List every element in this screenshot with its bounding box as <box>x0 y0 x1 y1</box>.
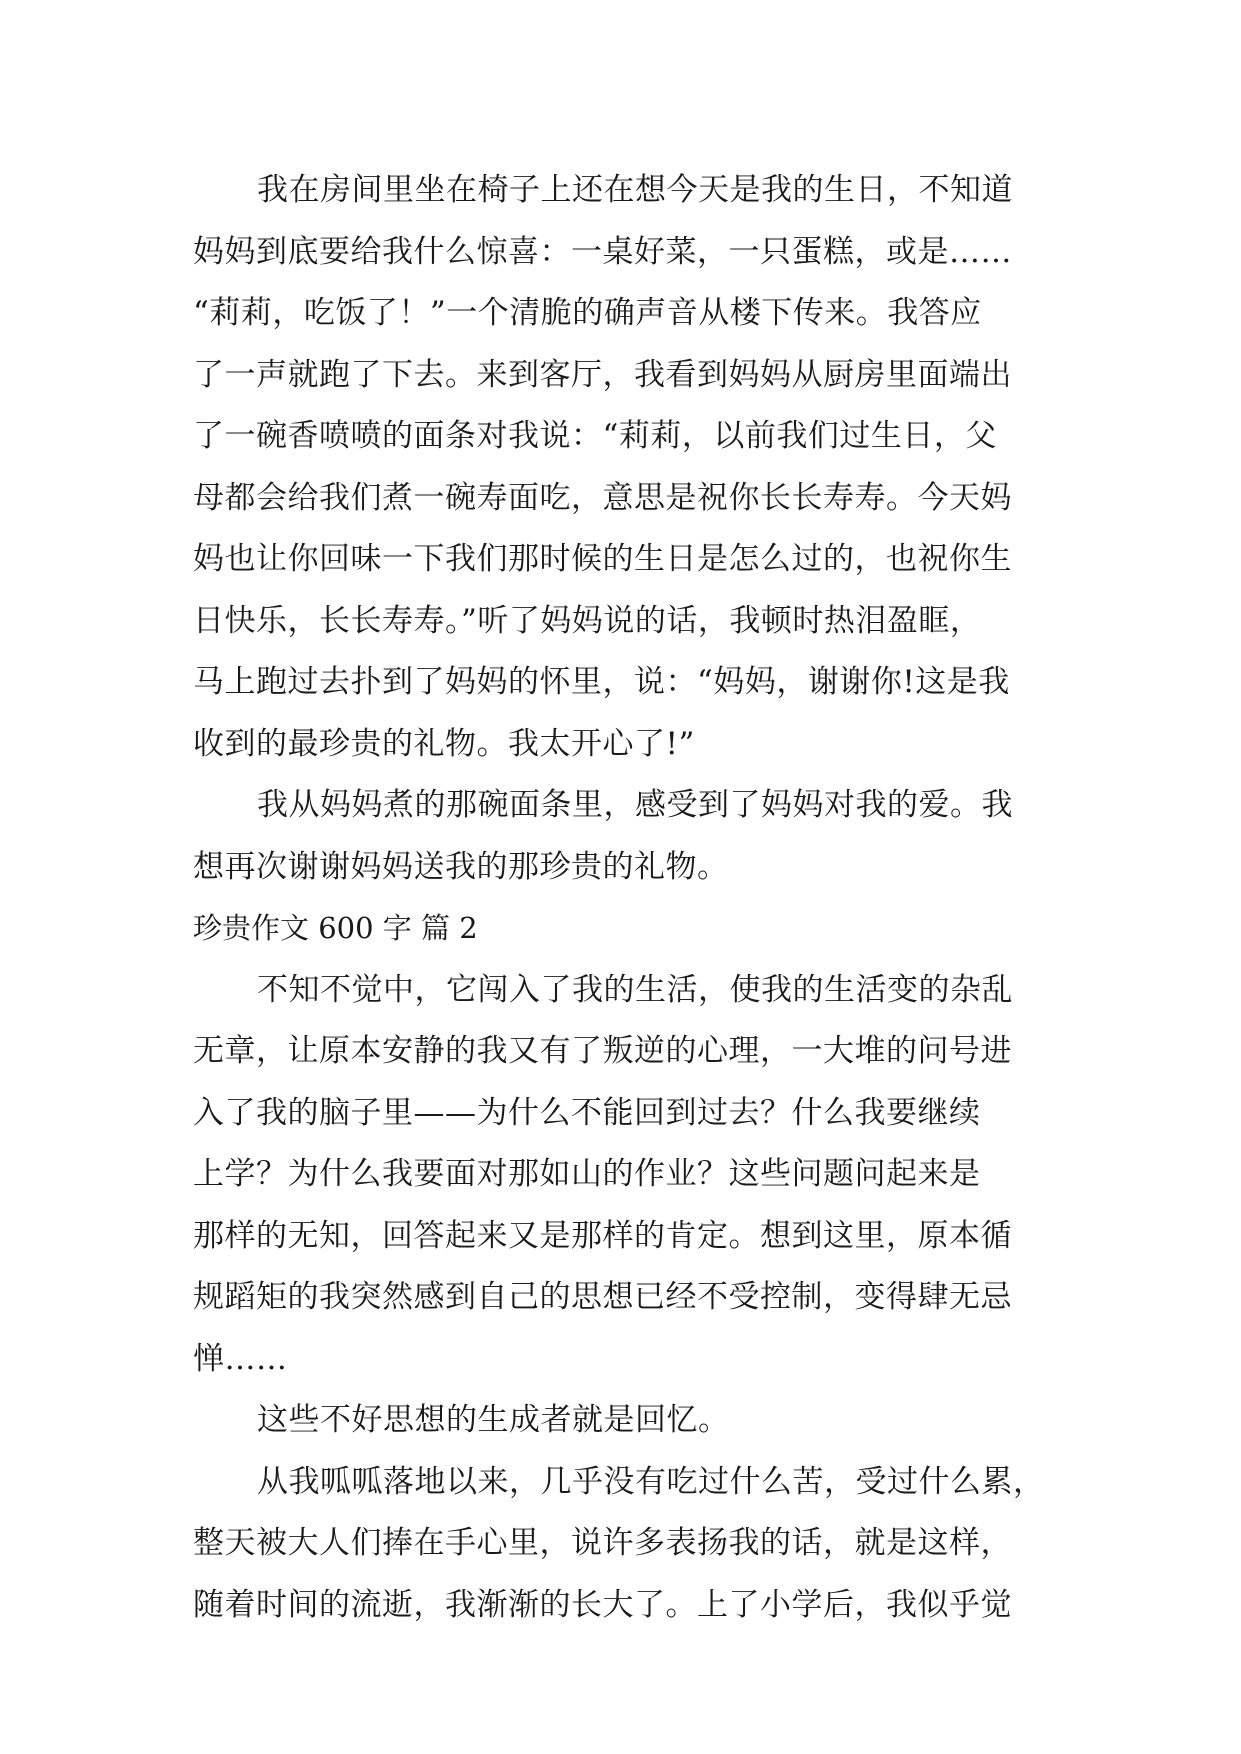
paragraph-line: 了一声就跑了下去。来到客厅，我看到妈妈从厨房里面端出 <box>193 356 1012 393</box>
paragraph-line: 收到的最珍贵的礼物。我太开心了!” <box>193 725 695 762</box>
paragraph-line: 那样的无知，回答起来又是那样的肯定。想到这里，原本循 <box>193 1217 1012 1254</box>
paragraph-line: 从我呱呱落地以来，几乎没有吃过什么苦，受过什么累， <box>257 1463 1045 1500</box>
paragraph-line: 规蹈矩的我突然感到自己的思想已经不受控制，变得肆无忌 <box>193 1279 1012 1315</box>
paragraph-line: 妈也让你回味一下我们那时候的生日是怎么过的，也祝你生 <box>193 541 1012 577</box>
paragraph-line: 无章，让原本安静的我又有了叛逆的心理，一大堆的问号进 <box>193 1033 1012 1069</box>
paragraph-line: 我从妈妈煮的那碗面条里，感受到了妈妈对我的爱。我 <box>257 787 1013 823</box>
paragraph-line: 想再次谢谢妈妈送我的那珍贵的礼物。 <box>193 848 729 885</box>
paragraph-line: 入了我的脑子里——为什么不能回到过去？什么我要继续 <box>193 1094 981 1131</box>
section-heading: 珍贵作文 600 字 篇 2 <box>193 911 478 945</box>
essay-text <box>193 160 1053 1636</box>
paragraph-line: 随着时间的流逝，我渐渐的长大了。上了小学后，我似乎觉 <box>193 1586 1012 1623</box>
paragraph-line: 这些不好思想的生成者就是回忆。 <box>257 1402 730 1438</box>
paragraph-line: 我在房间里坐在椅子上还在想今天是我的生日，不知道 <box>257 172 1013 208</box>
paragraph-line: 了一碗香喷喷的面条对我说：“莉莉，以前我们过生日，父 <box>193 418 997 454</box>
paragraph-line: 不知不觉中，它闯入了我的生活，使我的生活变的杂乱 <box>257 971 1013 1008</box>
paragraph-line: “莉莉，吃饭了！”一个清脆的确声音从楼下传来。我答应 <box>193 295 982 331</box>
paragraph-line: 母都会给我们煮一碗寿面吃，意思是祝你长长寿寿。今天妈 <box>193 479 1012 516</box>
paragraph-line: 整天被大人们捧在手心里，说许多表扬我的话，就是这样， <box>193 1525 1012 1561</box>
paragraph-line: 马上跑过去扑到了妈妈的怀里，说：“妈妈，谢谢你!这是我 <box>193 664 1010 700</box>
paragraph-line: 惮…… <box>193 1340 288 1377</box>
paragraph-line: 妈妈到底要给我什么惊喜：一桌好菜，一只蛋糕，或是…… <box>193 233 1012 270</box>
paragraph-line: 上学？为什么我要面对那如山的作业？这些问题问起来是 <box>193 1156 981 1192</box>
paragraph-line: 日快乐，长长寿寿。”听了妈妈说的话，我顿时热泪盈眶， <box>193 602 982 639</box>
